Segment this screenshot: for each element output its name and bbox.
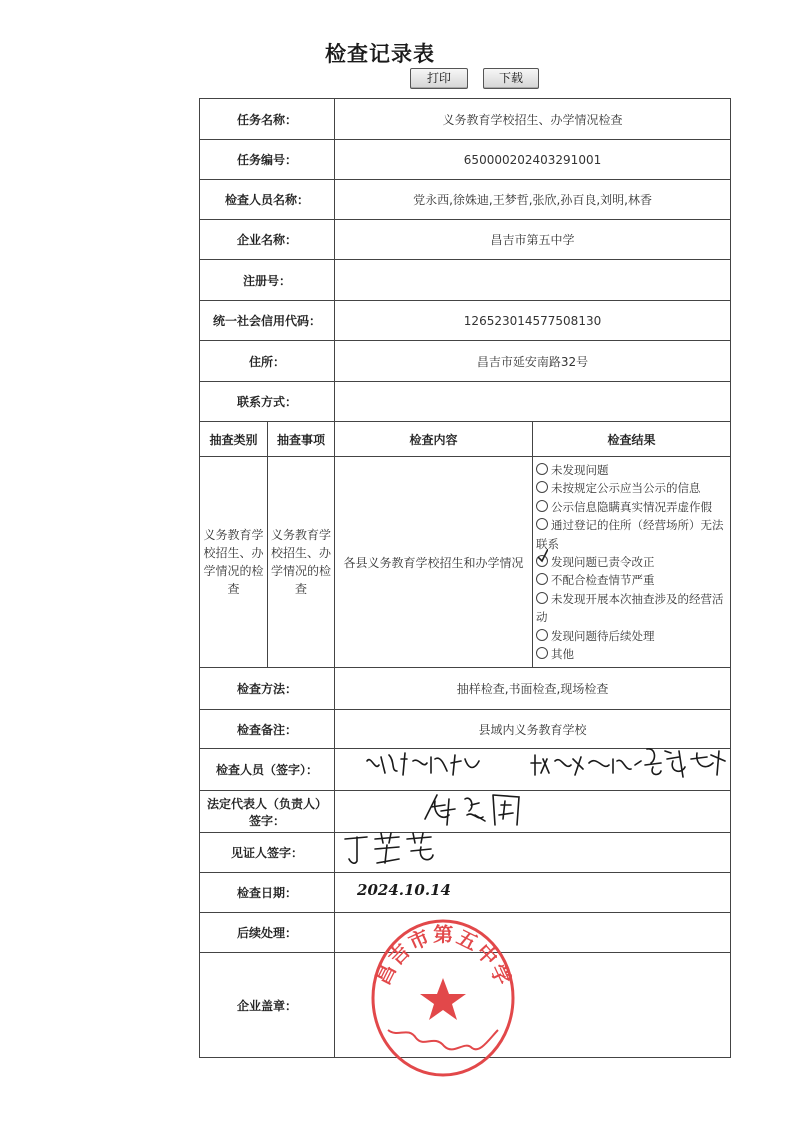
result-label: 发现问题已责令改正 [551, 555, 655, 570]
radio-7[interactable] [536, 629, 548, 641]
inspectors-value: 党永西,徐姝迪,王梦哲,张欣,孙百良,刘明,林香 [335, 180, 731, 220]
print-button[interactable]: 打印 [410, 68, 468, 89]
row-task-name [200, 99, 731, 140]
radio-0[interactable] [536, 463, 548, 475]
followup-label: 后续处理： [200, 913, 335, 953]
row-inspection-body [200, 457, 731, 668]
col-item-header: 抽查事项 [268, 422, 335, 457]
task-name-value: 义务教育学校招生、办学情况检查 [335, 99, 731, 140]
company-label: 企业名称： [200, 220, 335, 260]
result-option [536, 571, 727, 589]
witness-signature [341, 827, 441, 871]
inspection-record-table [199, 98, 731, 1058]
row-inspectors [200, 180, 731, 220]
row-company [200, 220, 731, 260]
result-label: 未发现开展本次抽查涉及的经营活动 [536, 591, 724, 625]
row-followup [200, 913, 731, 953]
reg-no-value [335, 260, 731, 301]
task-name-label: 任务名称： [200, 99, 335, 140]
result-option [536, 590, 727, 627]
row-credit-code [200, 301, 731, 341]
inspection-content: 各县义务教育学校招生和办学情况 [335, 457, 533, 668]
credit-code-label: 统一社会信用代码： [200, 301, 335, 341]
result-label: 公示信息隐瞒真实情况弄虚作假 [551, 499, 713, 514]
page-title: 检查记录表 [325, 42, 435, 66]
check-mark-icon [538, 549, 548, 563]
result-option [536, 461, 727, 479]
credit-code-value: 126523014577508130 [335, 301, 731, 341]
followup-value [335, 913, 731, 953]
witness-sign-cell [335, 833, 731, 873]
result-label: 其他 [551, 647, 575, 662]
date-cell [335, 873, 731, 913]
remark-label: 检查备注： [200, 710, 335, 749]
radio-1[interactable] [536, 481, 548, 493]
legal-rep-signature [415, 785, 535, 833]
result-label: 通过登记的住所（经营场所）无法联系 [536, 518, 724, 551]
contact-value [335, 382, 731, 422]
radio-5[interactable] [536, 573, 548, 585]
row-witness [200, 833, 731, 873]
inspector-sign-label: 检查人员（签字）： [200, 749, 335, 791]
inspectors-label: 检查人员名称： [200, 180, 335, 220]
remark-value: 县域内义务教育学校 [335, 710, 731, 749]
result-option [536, 498, 727, 516]
radio-8[interactable] [536, 647, 548, 659]
company-value: 昌吉市第五中学 [335, 220, 731, 260]
method-value: 抽样检查,书面检查,现场检查 [335, 668, 731, 710]
seal-label: 企业盖章： [200, 953, 335, 1058]
row-seal [200, 953, 731, 1058]
result-option [536, 645, 727, 663]
task-no-value: 650000202403291001 [335, 140, 731, 180]
result-option [536, 553, 727, 571]
result-label: 未发现问题 [551, 463, 609, 477]
radio-2[interactable] [536, 500, 548, 512]
row-inspection-header [200, 422, 731, 457]
result-option [536, 516, 727, 553]
inspection-results [533, 457, 731, 668]
address-label: 住所： [200, 341, 335, 382]
col-result-header: 检查结果 [533, 422, 731, 457]
row-method [200, 668, 731, 710]
handwritten-date: 2024.10.14 [357, 881, 451, 900]
radio-4[interactable] [536, 555, 548, 567]
date-label: 检查日期： [200, 873, 335, 913]
contact-label: 联系方式： [200, 382, 335, 422]
witness-label: 见证人签字： [200, 833, 335, 873]
col-content-header: 检查内容 [335, 422, 533, 457]
row-task-no [200, 140, 731, 180]
result-option [536, 627, 727, 645]
radio-6[interactable] [536, 592, 548, 604]
result-label: 不配合检查情节严重 [551, 573, 655, 588]
legal-rep-label [200, 791, 335, 833]
seal-cell [335, 953, 731, 1058]
row-address [200, 341, 731, 382]
inspection-category: 义务教育学校招生、办学情况的检查 [200, 457, 268, 668]
row-date [200, 873, 731, 913]
seal-text-path: 昌吉市第五中学 [370, 922, 517, 991]
legal-rep-label-line1: 法定代表人（负责人） [207, 796, 328, 811]
col-category-header: 抽查类别 [200, 422, 268, 457]
result-option [536, 479, 727, 497]
row-legal-rep [200, 791, 731, 833]
radio-3[interactable] [536, 518, 548, 530]
method-label: 检查方法： [200, 668, 335, 710]
address-value: 昌吉市延安南路32号 [335, 341, 731, 382]
result-label: 未按规定公示应当公示的信息 [551, 481, 701, 496]
task-no-label: 任务编号： [200, 140, 335, 180]
inspection-item: 义务教育学校招生、办学情况的检查 [268, 457, 335, 668]
row-reg-no [200, 260, 731, 301]
result-label: 发现问题待后续处理 [551, 628, 655, 643]
legal-rep-label-line2: 签字： [249, 813, 286, 828]
inspector-signatures [335, 741, 735, 791]
row-contact [200, 382, 731, 422]
download-button[interactable]: 下载 [483, 68, 539, 89]
reg-no-label: 注册号： [200, 260, 335, 301]
